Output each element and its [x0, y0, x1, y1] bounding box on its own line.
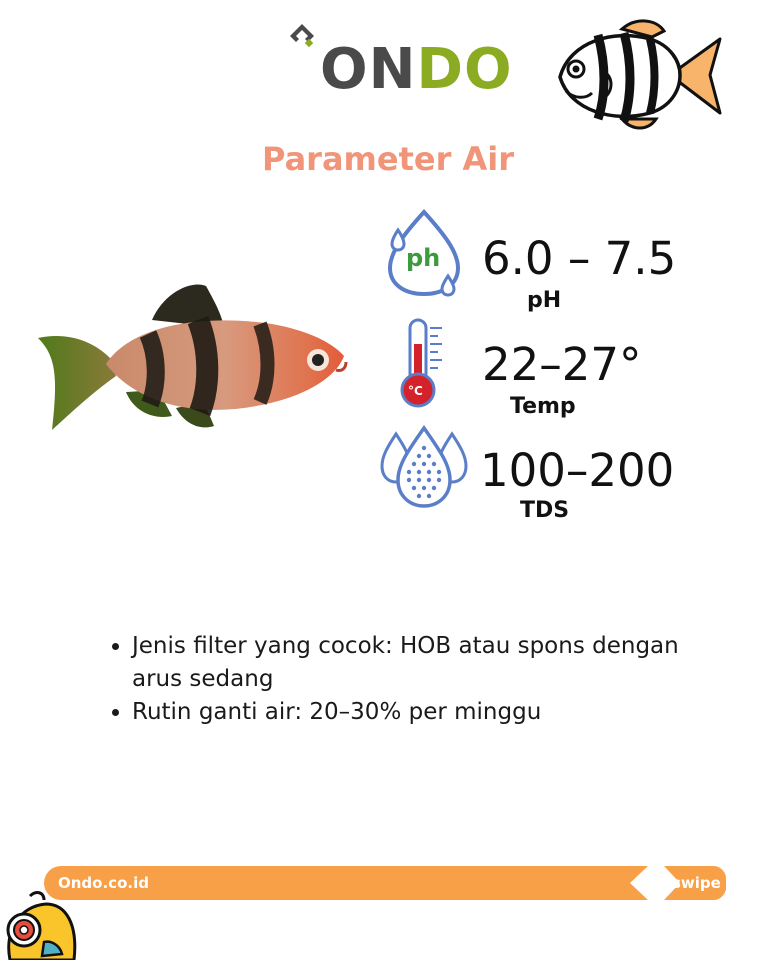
ph-label: pH: [527, 288, 562, 313]
temp-label: Temp: [510, 394, 576, 419]
logo-text: [320, 37, 513, 102]
footer-url-bar: [44, 866, 648, 900]
notes-list: [104, 630, 732, 729]
footer-bar: [44, 866, 726, 900]
temp-value: 22–27°: [482, 338, 642, 391]
thermometer-icon-text: °C: [408, 384, 423, 398]
ph-drop-icon: [386, 208, 464, 298]
thermometer-icon: [396, 316, 456, 410]
note-item: • Jenis filter yang cocok: HOB atau spons dengan arus sedang: [132, 630, 732, 696]
tds-drop-icon: [378, 424, 470, 510]
logo-text-on: ON: [320, 37, 417, 102]
footer-url[interactable]: Ondo.co.id: [58, 874, 149, 892]
page-title: Parameter Air: [261, 140, 515, 178]
logo-text-do: DO: [416, 37, 513, 102]
mascot-character-icon: [0, 890, 82, 960]
ph-value: 6.0 – 7.5: [482, 232, 677, 285]
swipe-label[interactable]: swipe: [672, 874, 721, 892]
striped-fish-illustration-icon: [552, 15, 732, 135]
ph-icon-text: ph: [406, 244, 441, 272]
ondo-logo: [288, 22, 513, 102]
note-item: • Rutin ganti air: 20–30% per minggu: [132, 696, 732, 729]
tiger-barb-fish-image: [36, 280, 348, 438]
tds-label: TDS: [520, 498, 570, 523]
tds-value: 100–200: [480, 444, 675, 497]
